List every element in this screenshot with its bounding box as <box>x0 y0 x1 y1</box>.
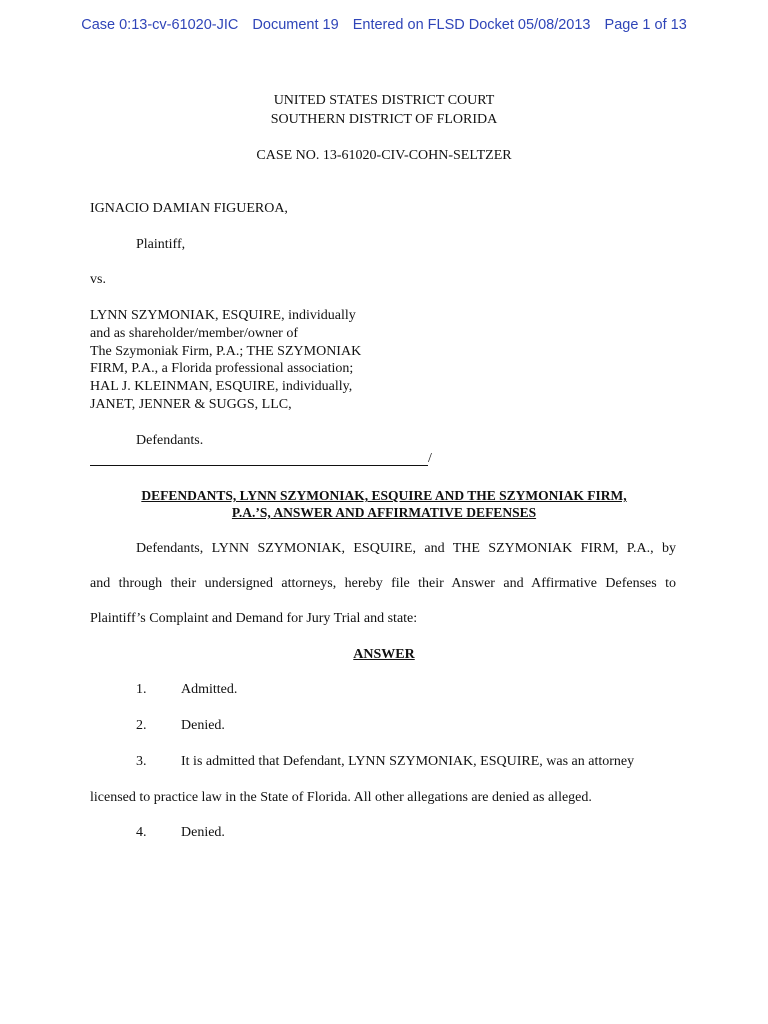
versus-label: vs. <box>90 272 106 287</box>
docket-header <box>0 17 768 33</box>
header-entered-date: Entered on FLSD Docket 05/08/2013 <box>352 17 591 33</box>
case-number: CASE NO. 13-61020-CIV-COHN-SELTZER <box>256 148 512 163</box>
defendant-line: HAL J. KLEINMAN, ESQUIRE, individually, <box>90 379 353 394</box>
defendant-line: JANET, JENNER & SUGGS, LLC, <box>90 397 292 412</box>
defendants-label: Defendants. <box>136 433 204 448</box>
caption-slash: / <box>428 451 432 466</box>
caption-rule <box>90 465 428 466</box>
intro-line: Plaintiff’s Complaint and Demand for Jury Trial and state: <box>90 611 418 626</box>
defendant-line: The Szymoniak Firm, P.A.; THE SZYMONIAK <box>90 344 362 359</box>
answer-item <box>136 825 225 841</box>
answer-item <box>136 718 225 734</box>
header-document-number: Document 19 <box>252 17 339 33</box>
answer-number: 3. <box>136 754 147 769</box>
plaintiff-name: IGNACIO DAMIAN FIGUEROA, <box>90 201 288 216</box>
defendant-line: LYNN SZYMONIAK, ESQUIRE, individually <box>90 308 356 323</box>
answer-item <box>136 754 670 770</box>
answer-text: Denied. <box>181 825 225 840</box>
document-title-line1: DEFENDANTS, LYNN SZYMONIAK, ESQUIRE AND THE SZYMONIAK FIRM, <box>141 488 627 503</box>
defendant-line: FIRM, P.A., a Florida professional association; <box>90 361 354 376</box>
answer-text: It is admitted that Defendant, LYNN SZYMONIAK, ESQUIRE, was an attorney <box>181 754 635 769</box>
answer-item <box>136 682 237 698</box>
answer-text: Admitted. <box>181 682 238 697</box>
intro-line: Defendants, LYNN SZYMONIAK, ESQUIRE, and THE SZYMONIAK FIRM, P.A., by <box>136 541 676 556</box>
document-title-line2: P.A.’S, ANSWER AND AFFIRMATIVE DEFENSES <box>231 505 537 520</box>
answer-number: 2. <box>136 718 147 733</box>
court-district: SOUTHERN DISTRICT OF FLORIDA <box>270 112 498 127</box>
plaintiff-label: Plaintiff, <box>136 237 186 252</box>
defendant-line: and as shareholder/member/owner of <box>90 326 298 341</box>
header-case-number: Case 0:13-cv-61020-JIC <box>81 17 239 33</box>
answer-text: Denied. <box>181 718 225 733</box>
intro-line: and through their undersigned attorneys, hereby file their Answer and Affirmative Defenses to <box>90 576 676 591</box>
answer-text-continued: licensed to practice law in the State of Florida. All other allegations are denied as alleged. <box>90 790 592 805</box>
answer-number: 1. <box>136 682 147 697</box>
court-name: UNITED STATES DISTRICT COURT <box>273 93 495 108</box>
answer-number: 4. <box>136 825 147 840</box>
header-page-number: Page 1 of 13 <box>604 17 687 33</box>
answer-heading: ANSWER <box>353 647 415 662</box>
